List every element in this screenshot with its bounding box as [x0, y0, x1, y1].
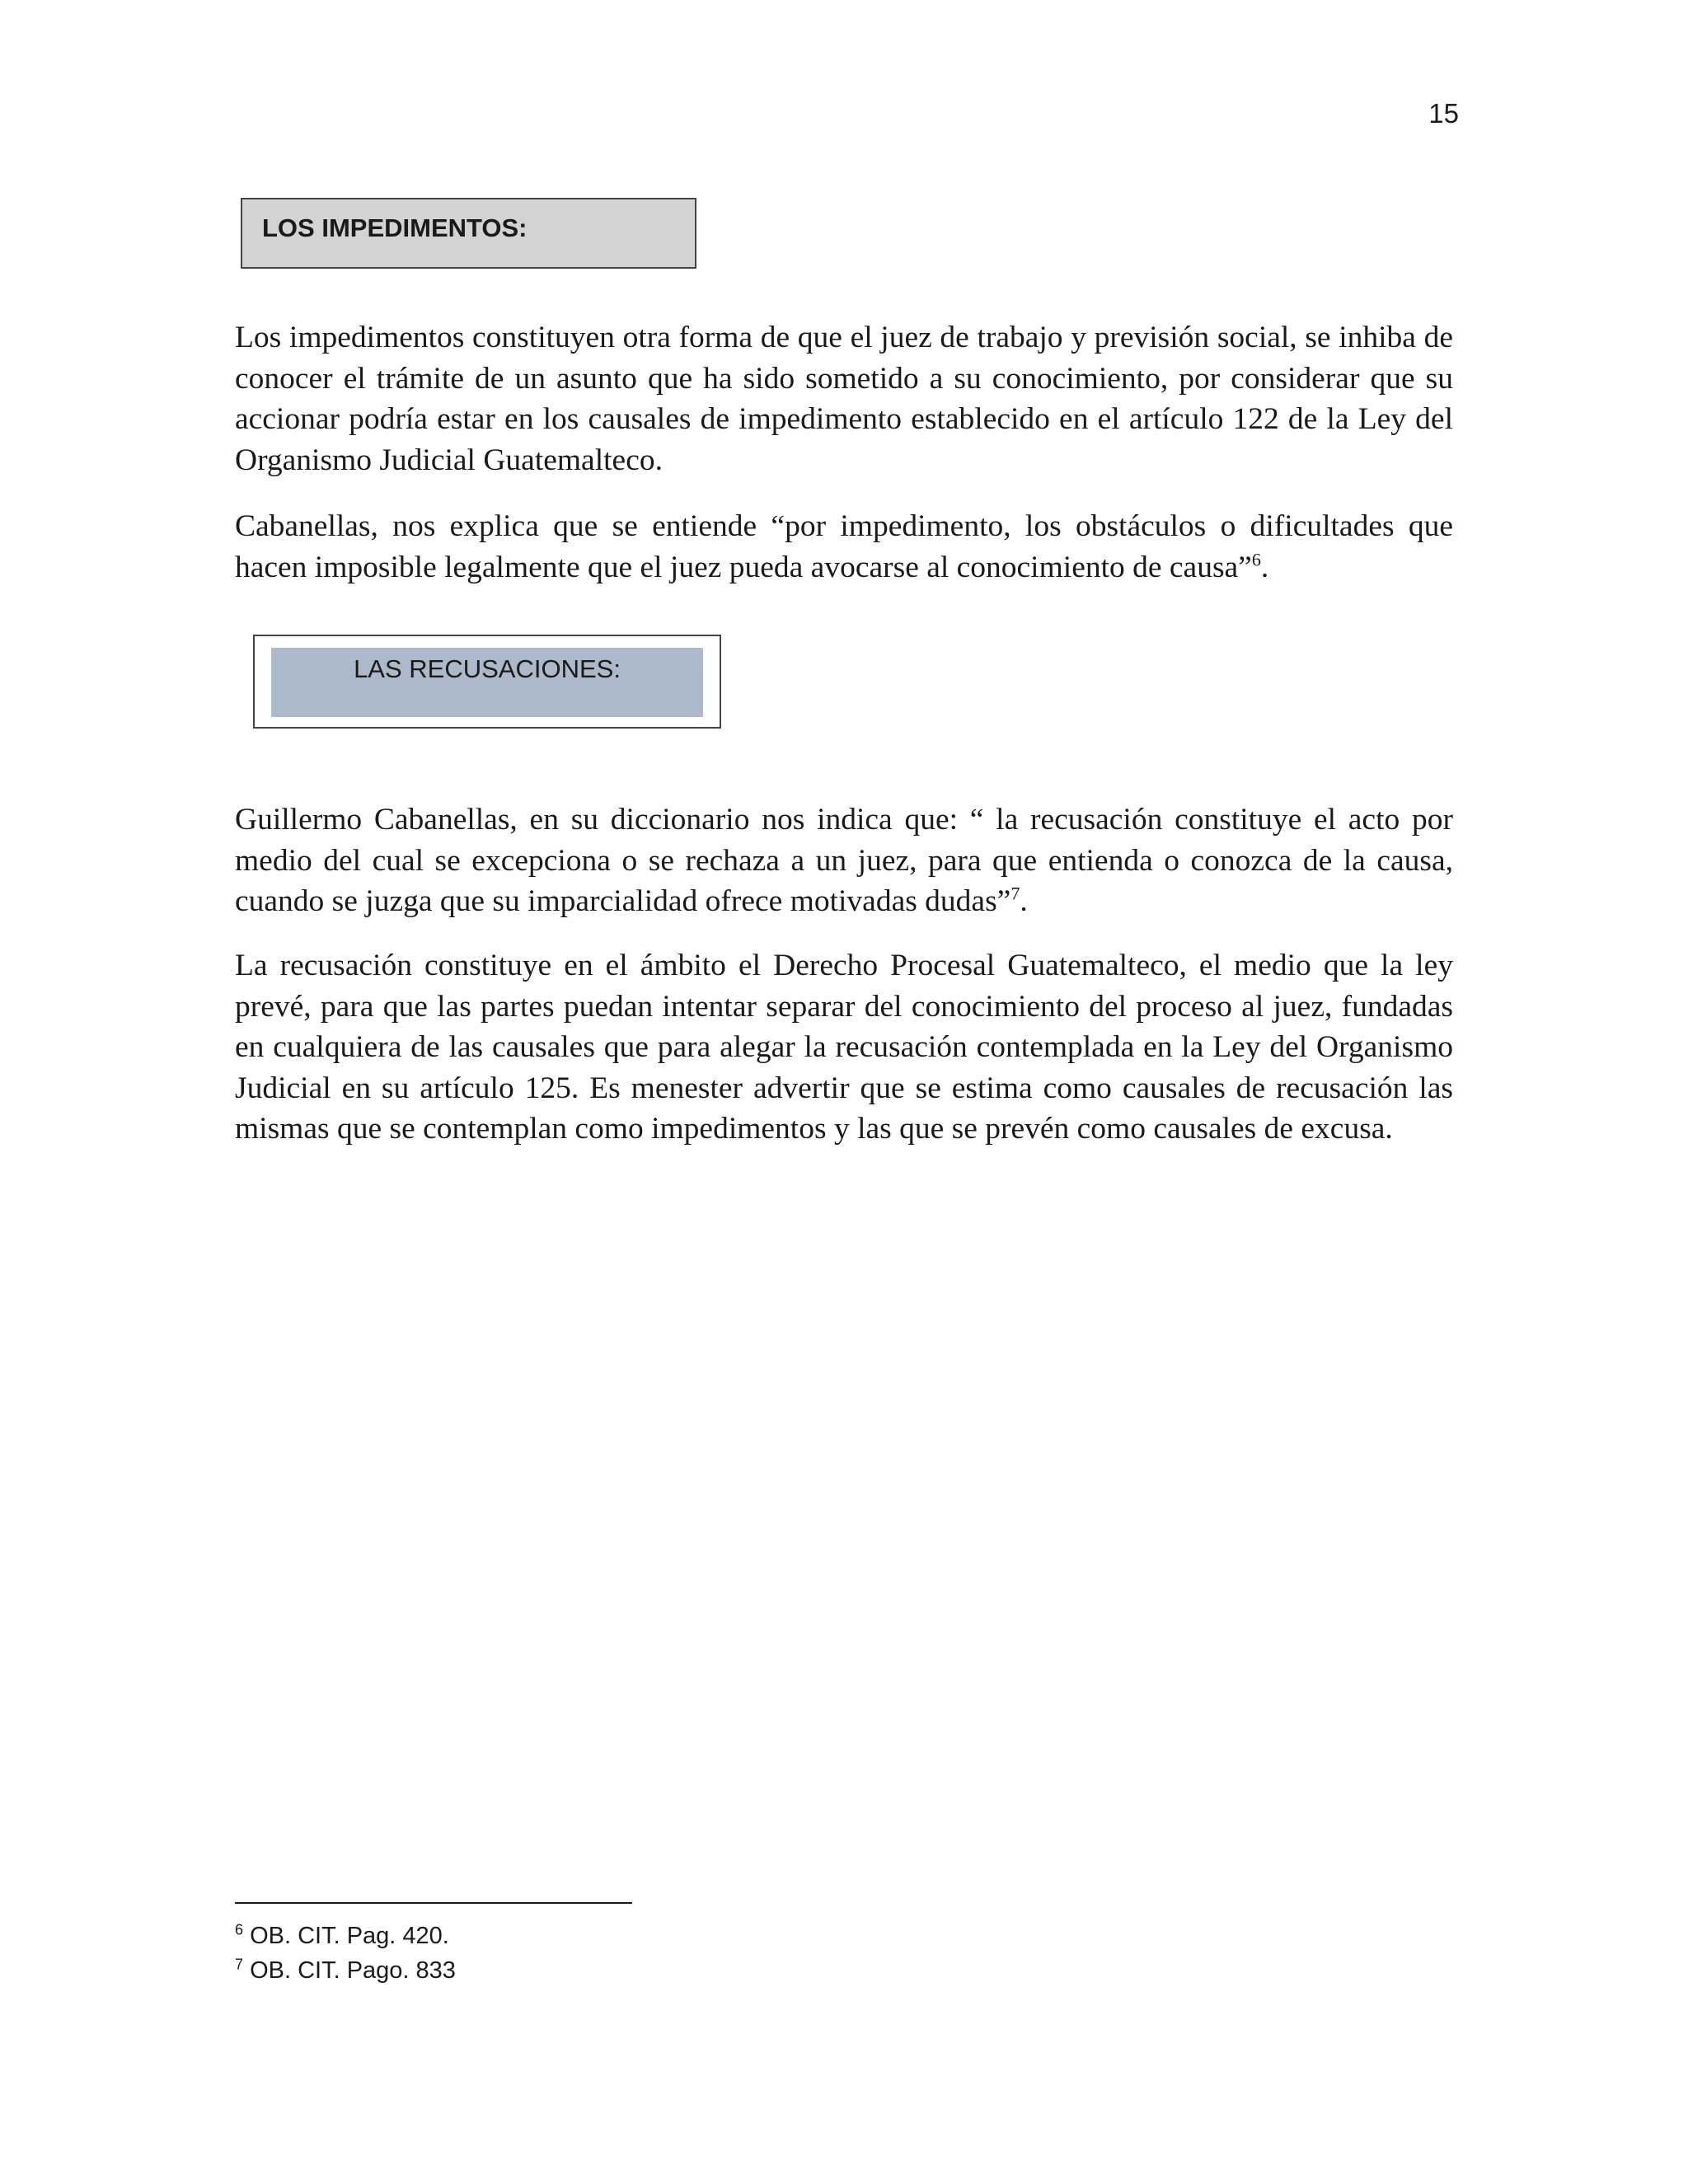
section-heading-box-impedimentos — [241, 198, 696, 269]
section-heading-impedimentos: LOS IMPEDIMENTOS: — [262, 213, 528, 242]
footnote-7 — [235, 1956, 456, 1985]
paragraph-cabanellas-impedimento — [235, 506, 1453, 588]
footnote-number: 7 — [235, 1956, 244, 1973]
paragraph-end: . — [1260, 550, 1269, 584]
paragraph-text: Cabanellas, nos explica que se entiende “por impedimento, los obstáculos o dificultades que hacen imposible legalmente que el juez pueda avocarse al conocimiento de causa” — [235, 509, 1453, 584]
section-heading-recusaciones: LAS RECUSACIONES: — [354, 654, 621, 683]
footnote-separator — [235, 1902, 632, 1904]
section-heading-box-recusaciones — [253, 635, 721, 729]
footnote-6 — [235, 1921, 449, 1951]
footnote-number: 6 — [235, 1921, 244, 1938]
paragraph-impedimentos-intro: Los impedimentos constituyen otra forma de que el juez de trabajo y previsión social, se inhiba de conocer el trámite de un asunto que ha sido sometido a su conocimiento, por considerar que su accionar podría estar en los causales de impedimento establecido en el artículo 122 de la Ley del Organismo Judicial Guatemalteco. — [235, 321, 1453, 477]
paragraph-end: . — [1020, 884, 1028, 918]
footnote-ref-7[interactable]: 7 — [1010, 883, 1020, 904]
footnote-ref-6[interactable]: 6 — [1251, 549, 1261, 569]
footnote-text: OB. CIT. Pag. 420. — [250, 1923, 449, 1949]
page-number: 15 — [1428, 98, 1459, 129]
paragraph-text: Guillermo Cabanellas, en su diccionario nos indica que: “ la recusación constituye el acto por medio del cual se excepciona o se rechaza a un juez, para que entienda o conozca de la causa, cuando se juzga que su imparcialidad ofrece motivadas dudas” — [235, 803, 1453, 918]
paragraph-recusacion-derecho-procesal: La recusación constituye en el ámbito el Derecho Procesal Guatemalteco, el medio que la ley prevé, para que las partes puedan intentar separar del conocimiento del proceso al juez, fundadas en cualquiera de las causales que para alegar la recusación contemplada en la Ley del Organismo Judicial en su artículo 125. Es menester advertir que se estima como causales de recusación las mismas que se contemplan como impedimentos y las que se prevén como causales de excusa. — [235, 949, 1453, 1146]
section-heading-fill — [271, 648, 703, 717]
paragraph-cabanellas-recusacion — [235, 799, 1453, 922]
footnote-text: OB. CIT. Pago. 833 — [250, 1957, 456, 1984]
